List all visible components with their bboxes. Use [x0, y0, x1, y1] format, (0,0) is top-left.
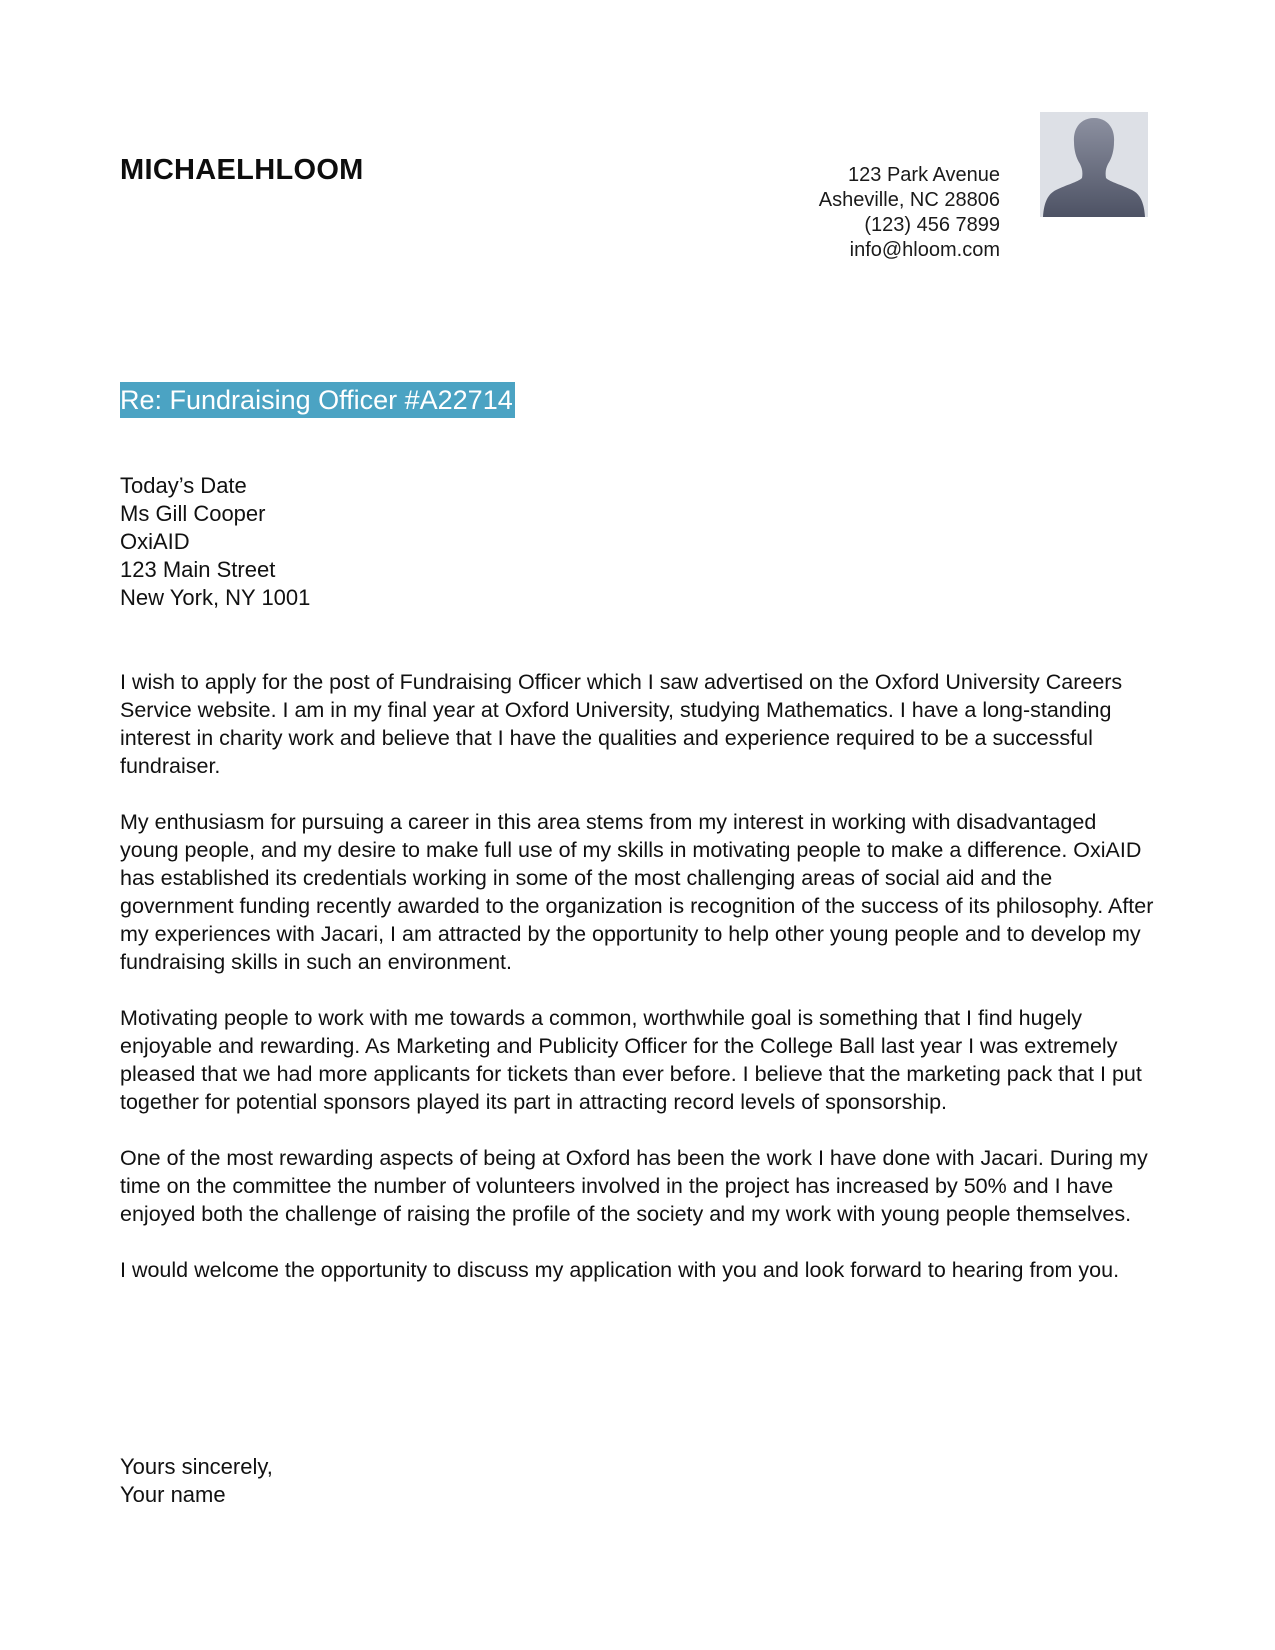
- recipient-city: New York, NY 1001: [120, 585, 311, 610]
- recipient-company: OxiAID: [120, 529, 190, 554]
- sender-name: MICHAELHLOOM: [120, 154, 364, 186]
- body-paragraph: I would welcome the opportunity to discuss my application with you and look forward to hearing from you.: [120, 1258, 1120, 1282]
- sender-street: 123 Park Avenue: [848, 164, 1000, 186]
- sender-email: info@hloom.com: [849, 239, 1000, 261]
- profile-photo: [1040, 112, 1148, 217]
- recipient-street: 123 Main Street: [120, 557, 276, 582]
- body-paragraph: One of the most rewarding aspects of being at Oxford has been the work I have done with Jacari. During my time on the committee the number of volunteers involved in the project has increased by 50% and I have enjoyed both the challenge of raising the profile of the society and my work with young people themselves.: [120, 1146, 1148, 1226]
- closing-block: [120, 1453, 273, 1509]
- body-paragraph: I wish to apply for the post of Fundraising Officer which I saw advertised on the Oxford University Careers Service website. I am in my final year at Oxford University, studying Mathematics. I have a long-standing interest in charity work and believe that I have the qualities and experience required to be a successful fundraiser.: [120, 670, 1123, 778]
- signature-name: Your name: [120, 1482, 226, 1507]
- person-silhouette-icon: [1040, 112, 1148, 217]
- subject-line: Re: Fundraising Officer #A22714: [120, 382, 515, 418]
- sender-contact-block: [819, 163, 1000, 263]
- sender-phone: (123) 456 7899: [864, 214, 1000, 236]
- body-paragraph: My enthusiasm for pursuing a career in this area stems from my interest in working with disadvantaged young people, and my desire to make full use of my skills in motivating people to make a difference. OxiAID has established its credentials working in some of the most challenging areas of social aid and the government funding recently awarded to the organization is recognition of the success of its philosophy. After my experiences with Jacari, I am attracted by the opportunity to help other young people and to develop my fundraising skills in such an environment.: [120, 810, 1154, 974]
- body-paragraph: Motivating people to work with me towards a common, worthwhile goal is something that I find hugely enjoyable and rewarding. As Marketing and Publicity Officer for the College Ball last year I was extremely pleased that we had more applicants for tickets than ever before. I believe that the marketing pack that I put together for potential sponsors played its part in attracting record levels of sponsorship.: [120, 1006, 1142, 1114]
- sender-city: Asheville, NC 28806: [818, 189, 1000, 211]
- letter-body: [120, 668, 1160, 1312]
- recipient-name: Ms Gill Cooper: [120, 501, 266, 526]
- closing-salutation: Yours sincerely,: [120, 1454, 273, 1479]
- recipient-block: [120, 472, 310, 612]
- letter-date: Today’s Date: [120, 473, 247, 498]
